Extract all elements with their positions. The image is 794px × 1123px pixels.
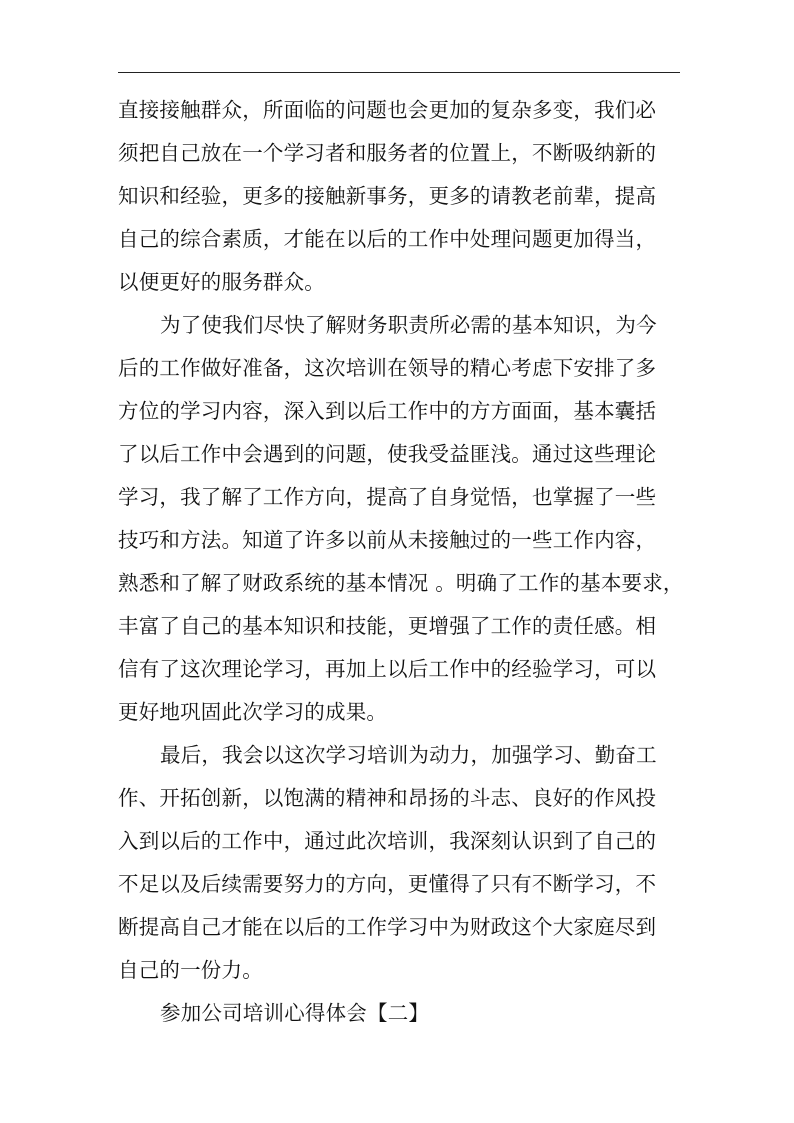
- text-line: 入到以后的工作中，通过此次培训，我深刻认识到了自己的: [118, 829, 657, 853]
- text-line: 技巧和方法。知道了许多以前从未接触过的一些工作内容，: [118, 528, 657, 552]
- text-line: 学习，我了解了工作方向，提高了自身觉悟，也掌握了一些: [118, 485, 657, 509]
- text-line: 丰富了自己的基本知识和技能，更增强了工作的责任感。相: [118, 614, 657, 638]
- text-line: 了以后工作中会遇到的问题，使我受益匪浅。通过这些理论: [118, 442, 657, 466]
- text-line: 最后，我会以这次学习培训为动力，加强学习、勤奋工: [160, 743, 657, 767]
- text-line: 不足以及后续需要努力的方向，更懂得了只有不断学习，不: [118, 872, 657, 896]
- text-line: 后的工作做好准备，这次培训在领导的精心考虑下安排了多: [118, 356, 657, 380]
- text-line: 断提高自己才能在以后的工作学习中为财政这个大家庭尽到: [118, 915, 657, 939]
- text-line: 信有了这次理论学习，再加上以后工作中的经验学习，可以: [118, 657, 657, 681]
- text-line: 自己的一份力。: [118, 958, 263, 982]
- text-line: 作、开拓创新，以饱满的精神和昂扬的斗志、良好的作风投: [118, 786, 657, 810]
- text-line: 须把自己放在一个学习者和服务者的位置上，不断吸纳新的: [118, 141, 657, 165]
- text-line: 以便更好的服务群众。: [118, 270, 325, 294]
- text-line: 自己的综合素质，才能在以后的工作中处理问题更加得当，: [118, 227, 657, 251]
- text-line: 为了使我们尽快了解财务职责所必需的基本知识，为今: [160, 313, 657, 337]
- header-rule: [118, 72, 680, 73]
- text-line: 直接接触群众，所面临的问题也会更加的复杂多变，我们必: [118, 98, 657, 122]
- text-line: 更好地巩固此次学习的成果。: [118, 700, 388, 724]
- text-line: 知识和经验，更多的接触新事务，更多的请教老前辈，提高: [118, 184, 657, 208]
- section-heading: 参加公司培训心得体会【二】: [160, 1001, 430, 1025]
- text-line: 熟悉和了解了财政系统的基本情况 。明确了工作的基本要求，: [118, 571, 684, 595]
- text-line: 方位的学习内容，深入到以后工作中的方方面面，基本囊括: [118, 399, 657, 423]
